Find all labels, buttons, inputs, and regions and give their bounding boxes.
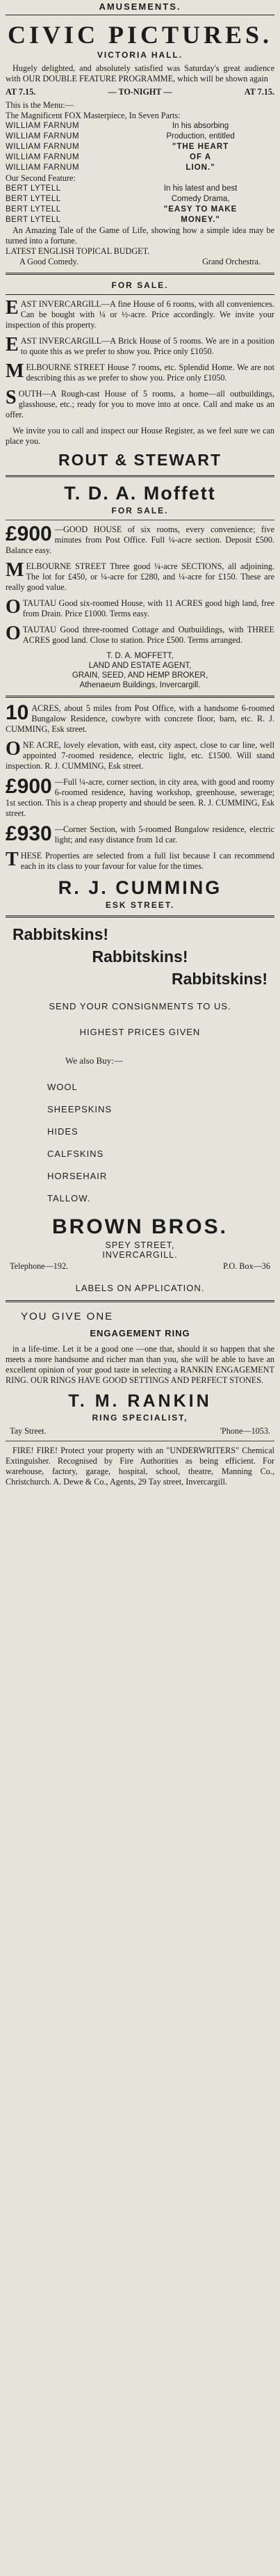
- listing: [6, 851, 274, 872]
- cast-row: WILLIAM FARNUM LION.": [6, 163, 215, 172]
- you-give-one: YOU GIVE ONE: [21, 1311, 114, 1322]
- time-left: AT 7.15.: [6, 87, 36, 97]
- rabbitskins-heading: Rabbitskins!: [92, 947, 188, 966]
- labels-on-application: LABELS ON APPLICATION.: [75, 1283, 205, 1293]
- dropcap: M: [6, 559, 24, 581]
- divider: [6, 475, 274, 477]
- cast-list-1: [6, 121, 274, 173]
- civic-footer: [6, 257, 274, 267]
- cast-row: BERT LYTELL MONEY.": [6, 216, 220, 224]
- buy-item: TALLOW.: [47, 1193, 91, 1203]
- divider: [6, 294, 274, 295]
- rankin-body: in a life-time. Let it be a good one —one that, should it so happen that she meets a more handsome and richer man than you, she will be able to have an excellent opinion of your good taste in selecting a RANKIN ENGAGEMENT RING. OUR RINGS HAVE GOOD SETTINGS AND PERFECT STONES.: [6, 1344, 274, 1385]
- cumming-firm: R. J. CUMMING: [58, 877, 222, 898]
- cast-row: WILLIAM FARNUM Production, entitled: [6, 132, 235, 141]
- listing-text: TAUTAU Good three-roomed Cottage and Outbuildings, with THREE ACRES good land. Close to station. Price £500. Terms arranged.: [22, 625, 274, 645]
- engagement-ring: ENGAGEMENT RING: [90, 1328, 190, 1338]
- time-right: AT 7.15.: [244, 87, 274, 97]
- buy-label: We also Buy:—: [65, 1055, 123, 1066]
- civic-menu: This is the Menu:—: [6, 100, 74, 110]
- listing-text: OUTH—A Rough-cast House of 5 rooms, a home—all outbuildings, glasshouse, etc.; ready for you to move into at once. Call and make us an offer.: [6, 389, 274, 419]
- brown-address: [6, 1240, 274, 1260]
- price-cap: 10: [6, 701, 29, 724]
- listing-text: —Corner Section, with 5-roomed Bungalow residence, electric light; and easy distance from 1d car.: [54, 824, 274, 845]
- listing-text: TAUTAU Good six-roomed House, with 11 ACRES good high land, free from Drain. Price £1000. Terms easy.: [22, 598, 274, 618]
- rankin-contact: [6, 1426, 274, 1437]
- listing: [6, 598, 274, 619]
- listing: [6, 336, 274, 357]
- listing-text: AST INVERCARGILL—A fine House of 6 rooms, with all conveniences. Can be bought with ¼ or ½-acre. Price accordingly. We invite your inspection of this property.: [6, 299, 274, 330]
- cast-row: WILLIAM FARNUM In his absorbing: [6, 122, 229, 130]
- time-mid: — TO-NIGHT —: [108, 87, 172, 97]
- rankin-street: Tay Street.: [10, 1426, 47, 1436]
- civic-pictures-ad: [6, 21, 274, 267]
- price-cap: £900: [6, 775, 52, 798]
- moffett-agent-block: [6, 651, 274, 690]
- cumming-street: ESK STREET.: [105, 900, 175, 910]
- rabbitskins-heading: Rabbitskins!: [171, 970, 267, 988]
- divider: [6, 915, 274, 918]
- moffett-ad: [6, 483, 274, 690]
- rankin-specialist: RING SPECIALIST,: [92, 1413, 188, 1423]
- agent-line: Athenaeum Buildings, Invercargill.: [79, 681, 201, 689]
- dropcap: E: [6, 334, 19, 355]
- buy-item: HIDES: [47, 1126, 79, 1137]
- brown-firm: BROWN BROS.: [52, 1215, 228, 1238]
- listing: [6, 625, 274, 646]
- buy-item: WOOL: [47, 1082, 78, 1092]
- listing: [6, 362, 274, 383]
- moffett-for-sale: FOR SALE.: [111, 506, 169, 515]
- address-line: INVERCARGILL.: [102, 1250, 178, 1260]
- listing-text: ELBOURNE STREET Three good ¼-acre SECTIONS, all adjoining. The lot for £450, or ¼-acre for £280, and ¼-acre for £150. These are really good value.: [6, 561, 274, 592]
- civic-tale: An Amazing Tale of the Game of Life, showing how a simple idea may be turned into a fortune.: [6, 225, 274, 246]
- cast-row: BERT LYTELL "EASY TO MAKE: [6, 205, 238, 214]
- civic-times: [6, 87, 274, 97]
- highest-prices: HIGHEST PRICES GIVEN: [79, 1027, 201, 1037]
- divider: [6, 696, 274, 698]
- civic-intro: Hugely delighted, and absolutely satisfied was Saturday's great audience with OUR DOUBLE FEATURE PROGRAMME, which will be shown again: [6, 63, 274, 83]
- listing-text: ACRES, about 5 miles from Post Office, with a handsome 6-roomed Bungalow Residence, cowbyre with concrete floor, barn, etc. R. J. CUMMING, Esk street.: [6, 703, 274, 734]
- listing: [6, 299, 274, 330]
- buy-item: SHEEPSKINS: [47, 1104, 113, 1114]
- cast-row: BERT LYTELL In his latest and best: [6, 184, 238, 193]
- cast-row: WILLIAM FARNUM "THE HEART: [6, 143, 229, 151]
- divider: [6, 273, 274, 275]
- civic-comedy: A Good Comedy.: [19, 257, 79, 266]
- listing-text: —GOOD HOUSE of six rooms, every convenience; five minutes from Post Office. Full ¼-acre section. Deposit £500. Balance easy.: [6, 525, 274, 555]
- price-cap: £900: [6, 522, 52, 545]
- buy-item: CALFSKINS: [47, 1149, 104, 1159]
- listing: [6, 389, 274, 420]
- listing-text: AST INVERCARGILL—A Brick House of 5 rooms. We are in a position to quote this as we prefer to show you. Price only £1050.: [20, 336, 274, 356]
- dropcap: O: [6, 738, 21, 760]
- dropcap: O: [6, 596, 21, 618]
- listing: [6, 777, 274, 819]
- agent-line: T. D. A. MOFFETT,: [106, 652, 174, 660]
- dropcap: E: [6, 297, 19, 319]
- brown-pobox: P.O. Box—36: [222, 1261, 270, 1271]
- civic-masterpiece: The Magnificent FOX Masterpiece, In Seven Parts:: [6, 111, 181, 120]
- rout-invite: We invite you to call and inspect our House Register, as we feel sure we can place you.: [6, 426, 274, 446]
- agent-line: GRAIN, SEED, AND HEMP BROKER,: [72, 671, 208, 680]
- moffett-name: T. D. A. Moffett: [64, 483, 216, 504]
- dropcap: O: [6, 623, 21, 644]
- listing: [6, 561, 274, 593]
- buy-item: HORSEHAIR: [47, 1171, 108, 1181]
- listing-text: —Full ¼-acre, corner section, in city area, with good and roomy 6-roomed residence, having workshop, greenhouse, sewerage; 1st section. This is a cheap property and should be seen. R. J. CUMMING, Esk street.: [6, 777, 274, 818]
- brown-bros-ad: [6, 923, 274, 1293]
- fire-extinguisher-ad: FIRE! FIRE! Protect your property with an "UNDERWRITERS" Chemical Extinguisher. Recognised by Fire Authorities as being efficient. For warehouse, factory, garage, hospital, school, theatre, Manning Co., Christchurch. A. Dewe & Co., Agents, 29 Tay street, Invercargill.: [6, 1446, 274, 1487]
- cast-row: WILLIAM FARNUM OF A: [6, 153, 212, 161]
- cast-row: BERT LYTELL Comedy Drama,: [6, 195, 230, 203]
- listing: [6, 522, 274, 556]
- rankin-phone: 'Phone—1053.: [220, 1426, 270, 1436]
- rout-firm: ROUT & STEWART: [58, 451, 222, 469]
- civic-second-feature: Our Second Feature:: [6, 173, 76, 183]
- rout-stewart-ad: [6, 299, 274, 470]
- amusements-header: AMUSEMENTS.: [6, 0, 274, 15]
- listing-text: NE ACRE, lovely elevation, with east, city aspect, close to car line, well appointed 7-roomed residence, electric light, etc. £1500. Will stand inspection. R. J. CUMMING, Esk street.: [6, 740, 274, 771]
- rankin-firm: T. M. RANKIN: [68, 1391, 212, 1411]
- listing: [6, 740, 274, 771]
- rabbitskins-heading: Rabbitskins!: [13, 925, 109, 943]
- address-line: SPEY STREET,: [105, 1240, 175, 1250]
- civic-venue: VICTORIA HALL.: [97, 50, 183, 60]
- listing: [6, 824, 274, 845]
- brown-contact: [6, 1261, 274, 1272]
- buy-list: [6, 1076, 274, 1210]
- brown-telephone: Telephone—192.: [10, 1261, 69, 1271]
- listing-text: ELBOURNE STREET House 7 rooms, etc. Splendid Home. We are not describing this as we prefer to show you. Price only £1050.: [26, 362, 274, 383]
- divider: [6, 1300, 274, 1302]
- listing: [6, 703, 274, 735]
- cast-list-2: [6, 184, 274, 225]
- send-consignments: SEND YOUR CONSIGNMENTS TO US.: [49, 1001, 231, 1011]
- dropcap: M: [6, 360, 24, 382]
- dropcap: S: [6, 387, 17, 408]
- cumming-ad: [6, 703, 274, 910]
- civic-title: CIVIC PICTURES.: [7, 21, 273, 49]
- civic-orchestra: Grand Orchestra.: [202, 257, 261, 266]
- rankin-ad: [6, 1311, 274, 1487]
- for-sale-header: FOR SALE.: [111, 280, 169, 290]
- price-cap: £930: [6, 822, 52, 845]
- civic-budget: LATEST ENGLISH TOPICAL BUDGET.: [6, 246, 150, 256]
- dropcap: T: [6, 849, 19, 870]
- newspaper-page: [6, 0, 274, 1487]
- agent-line: LAND AND ESTATE AGENT,: [88, 662, 192, 670]
- listing-text: HESE Properties are selected from a full list because I can recommend each in its class to your favour for value for the times.: [20, 851, 274, 871]
